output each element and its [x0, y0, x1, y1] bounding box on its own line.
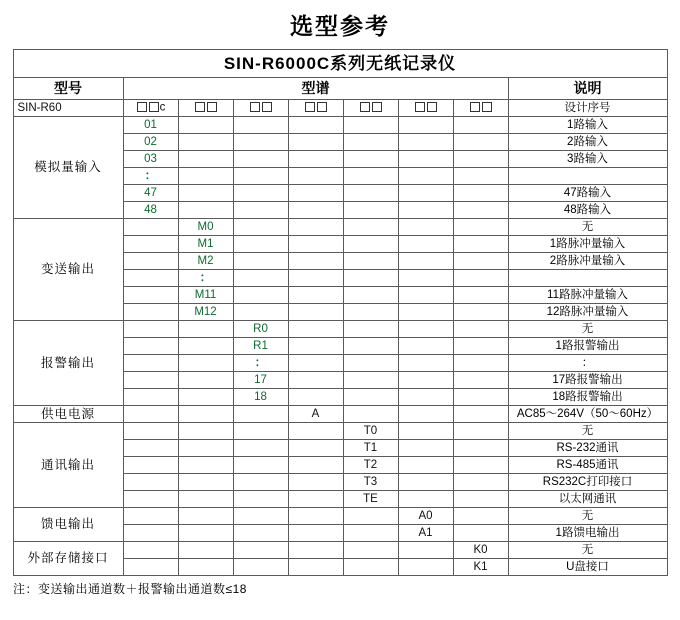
model-box-group-6: [398, 100, 453, 117]
desc-cell: 无: [508, 508, 667, 525]
code-cell: M12: [178, 304, 233, 321]
desc-cell: 无: [508, 321, 667, 338]
code-cell: T1: [343, 440, 398, 457]
code-cell: 48: [123, 202, 178, 219]
desc-cell: U盘接口: [508, 559, 667, 576]
model-box-group-3: [233, 100, 288, 117]
table-row: [13, 423, 667, 440]
desc-cell: 17路报警输出: [508, 372, 667, 389]
code-cell: TE: [343, 491, 398, 508]
model-box-label-c: c: [159, 101, 166, 114]
group-label-analog-input: 模拟量输入: [13, 117, 123, 219]
table-row: [13, 117, 667, 134]
checkbox-square: [207, 102, 217, 112]
desc-cell: 1路报警输出: [508, 338, 667, 355]
desc-cell: 12路脉冲量输入: [508, 304, 667, 321]
checkbox-square: [427, 102, 437, 112]
table-row: [13, 219, 667, 236]
desc-cell: 无: [508, 219, 667, 236]
desc-cell: RS232C打印接口: [508, 474, 667, 491]
code-cell: T0: [343, 423, 398, 440]
table-row: [13, 406, 667, 423]
group-label-feed-output: 馈电输出: [13, 508, 123, 542]
group-label-external-storage-interface: 外部存储接口: [13, 542, 123, 576]
desc-cell: 3路输入: [508, 151, 667, 168]
desc-cell: 2路脉冲量输入: [508, 253, 667, 270]
desc-cell: [508, 270, 667, 287]
desc-cell: 47路输入: [508, 185, 667, 202]
code-cell: 03: [123, 151, 178, 168]
code-cell: ：: [123, 168, 178, 185]
model-box-group-1: [123, 100, 178, 117]
group-label-power-supply: 供电电源: [13, 406, 123, 423]
code-cell: 02: [123, 134, 178, 151]
code-cell: T2: [343, 457, 398, 474]
desc-cell: 1路馈电输出: [508, 525, 667, 542]
code-cell: 47: [123, 185, 178, 202]
model-prefix: SIN-R60: [13, 100, 123, 117]
model-box-group-7: [453, 100, 508, 117]
table-row: [13, 542, 667, 559]
desc-cell: 48路输入: [508, 202, 667, 219]
column-header-description: 说明: [508, 78, 667, 100]
table-footnote: 注：变送输出通道数＋报警输出通道数≤18: [13, 582, 247, 596]
model-box-group-4: [288, 100, 343, 117]
group-label-communication-output: 通讯输出: [13, 423, 123, 508]
desc-cell: 无: [508, 542, 667, 559]
desc-cell: [508, 168, 667, 185]
checkbox-square: [372, 102, 382, 112]
column-header-spectrum: 型谱: [123, 78, 508, 100]
desc-cell: ：: [508, 355, 667, 372]
checkbox-square: [305, 102, 315, 112]
desc-cell: 1路输入: [508, 117, 667, 134]
desc-cell: RS-232通讯: [508, 440, 667, 457]
code-cell: T3: [343, 474, 398, 491]
model-box-group-2: [178, 100, 233, 117]
model-box-group-5: [343, 100, 398, 117]
checkbox-square: [250, 102, 260, 112]
page-title: 选型参考: [290, 13, 390, 39]
table-column-header-row: [13, 78, 667, 100]
model-row-description: 设计序号: [508, 100, 667, 117]
code-cell: M1: [178, 236, 233, 253]
code-cell: ：: [233, 355, 288, 372]
checkbox-square: [482, 102, 492, 112]
code-cell: M0: [178, 219, 233, 236]
code-cell: R0: [233, 321, 288, 338]
code-cell: M11: [178, 287, 233, 304]
desc-cell: 11路脉冲量输入: [508, 287, 667, 304]
desc-cell: RS-485通讯: [508, 457, 667, 474]
table-row: [13, 508, 667, 525]
code-cell: K1: [453, 559, 508, 576]
checkbox-square: [415, 102, 425, 112]
group-label-alarm-output: 报警输出: [13, 321, 123, 406]
checkbox-square: [317, 102, 327, 112]
desc-cell: 2路输入: [508, 134, 667, 151]
code-cell: M2: [178, 253, 233, 270]
checkbox-square: [470, 102, 480, 112]
table-main-header: SIN-R6000C系列无纸记录仪: [13, 50, 667, 78]
code-cell: K0: [453, 542, 508, 559]
code-cell: A: [288, 406, 343, 423]
group-label-transmitter-output: 变送输出: [13, 219, 123, 321]
checkbox-square: [262, 102, 272, 112]
desc-cell: 无: [508, 423, 667, 440]
model-code-row: [13, 100, 667, 117]
desc-cell: AC85～264V（50～60Hz）: [508, 406, 667, 423]
column-header-model: 型号: [13, 78, 123, 100]
checkbox-square: [137, 102, 147, 112]
desc-cell: 18路报警输出: [508, 389, 667, 406]
checkbox-square: [149, 102, 159, 112]
desc-cell: 1路脉冲量输入: [508, 236, 667, 253]
code-cell: R1: [233, 338, 288, 355]
checkbox-square: [360, 102, 370, 112]
code-cell: A1: [398, 525, 453, 542]
checkbox-square: [195, 102, 205, 112]
code-cell: 18: [233, 389, 288, 406]
table-main-header-row: [13, 50, 667, 78]
code-cell: A0: [398, 508, 453, 525]
table-row: [13, 321, 667, 338]
desc-cell: 以太网通讯: [508, 491, 667, 508]
code-cell: 17: [233, 372, 288, 389]
code-cell: 01: [123, 117, 178, 134]
code-cell: ：: [178, 270, 233, 287]
model-selection-table: [13, 49, 668, 576]
